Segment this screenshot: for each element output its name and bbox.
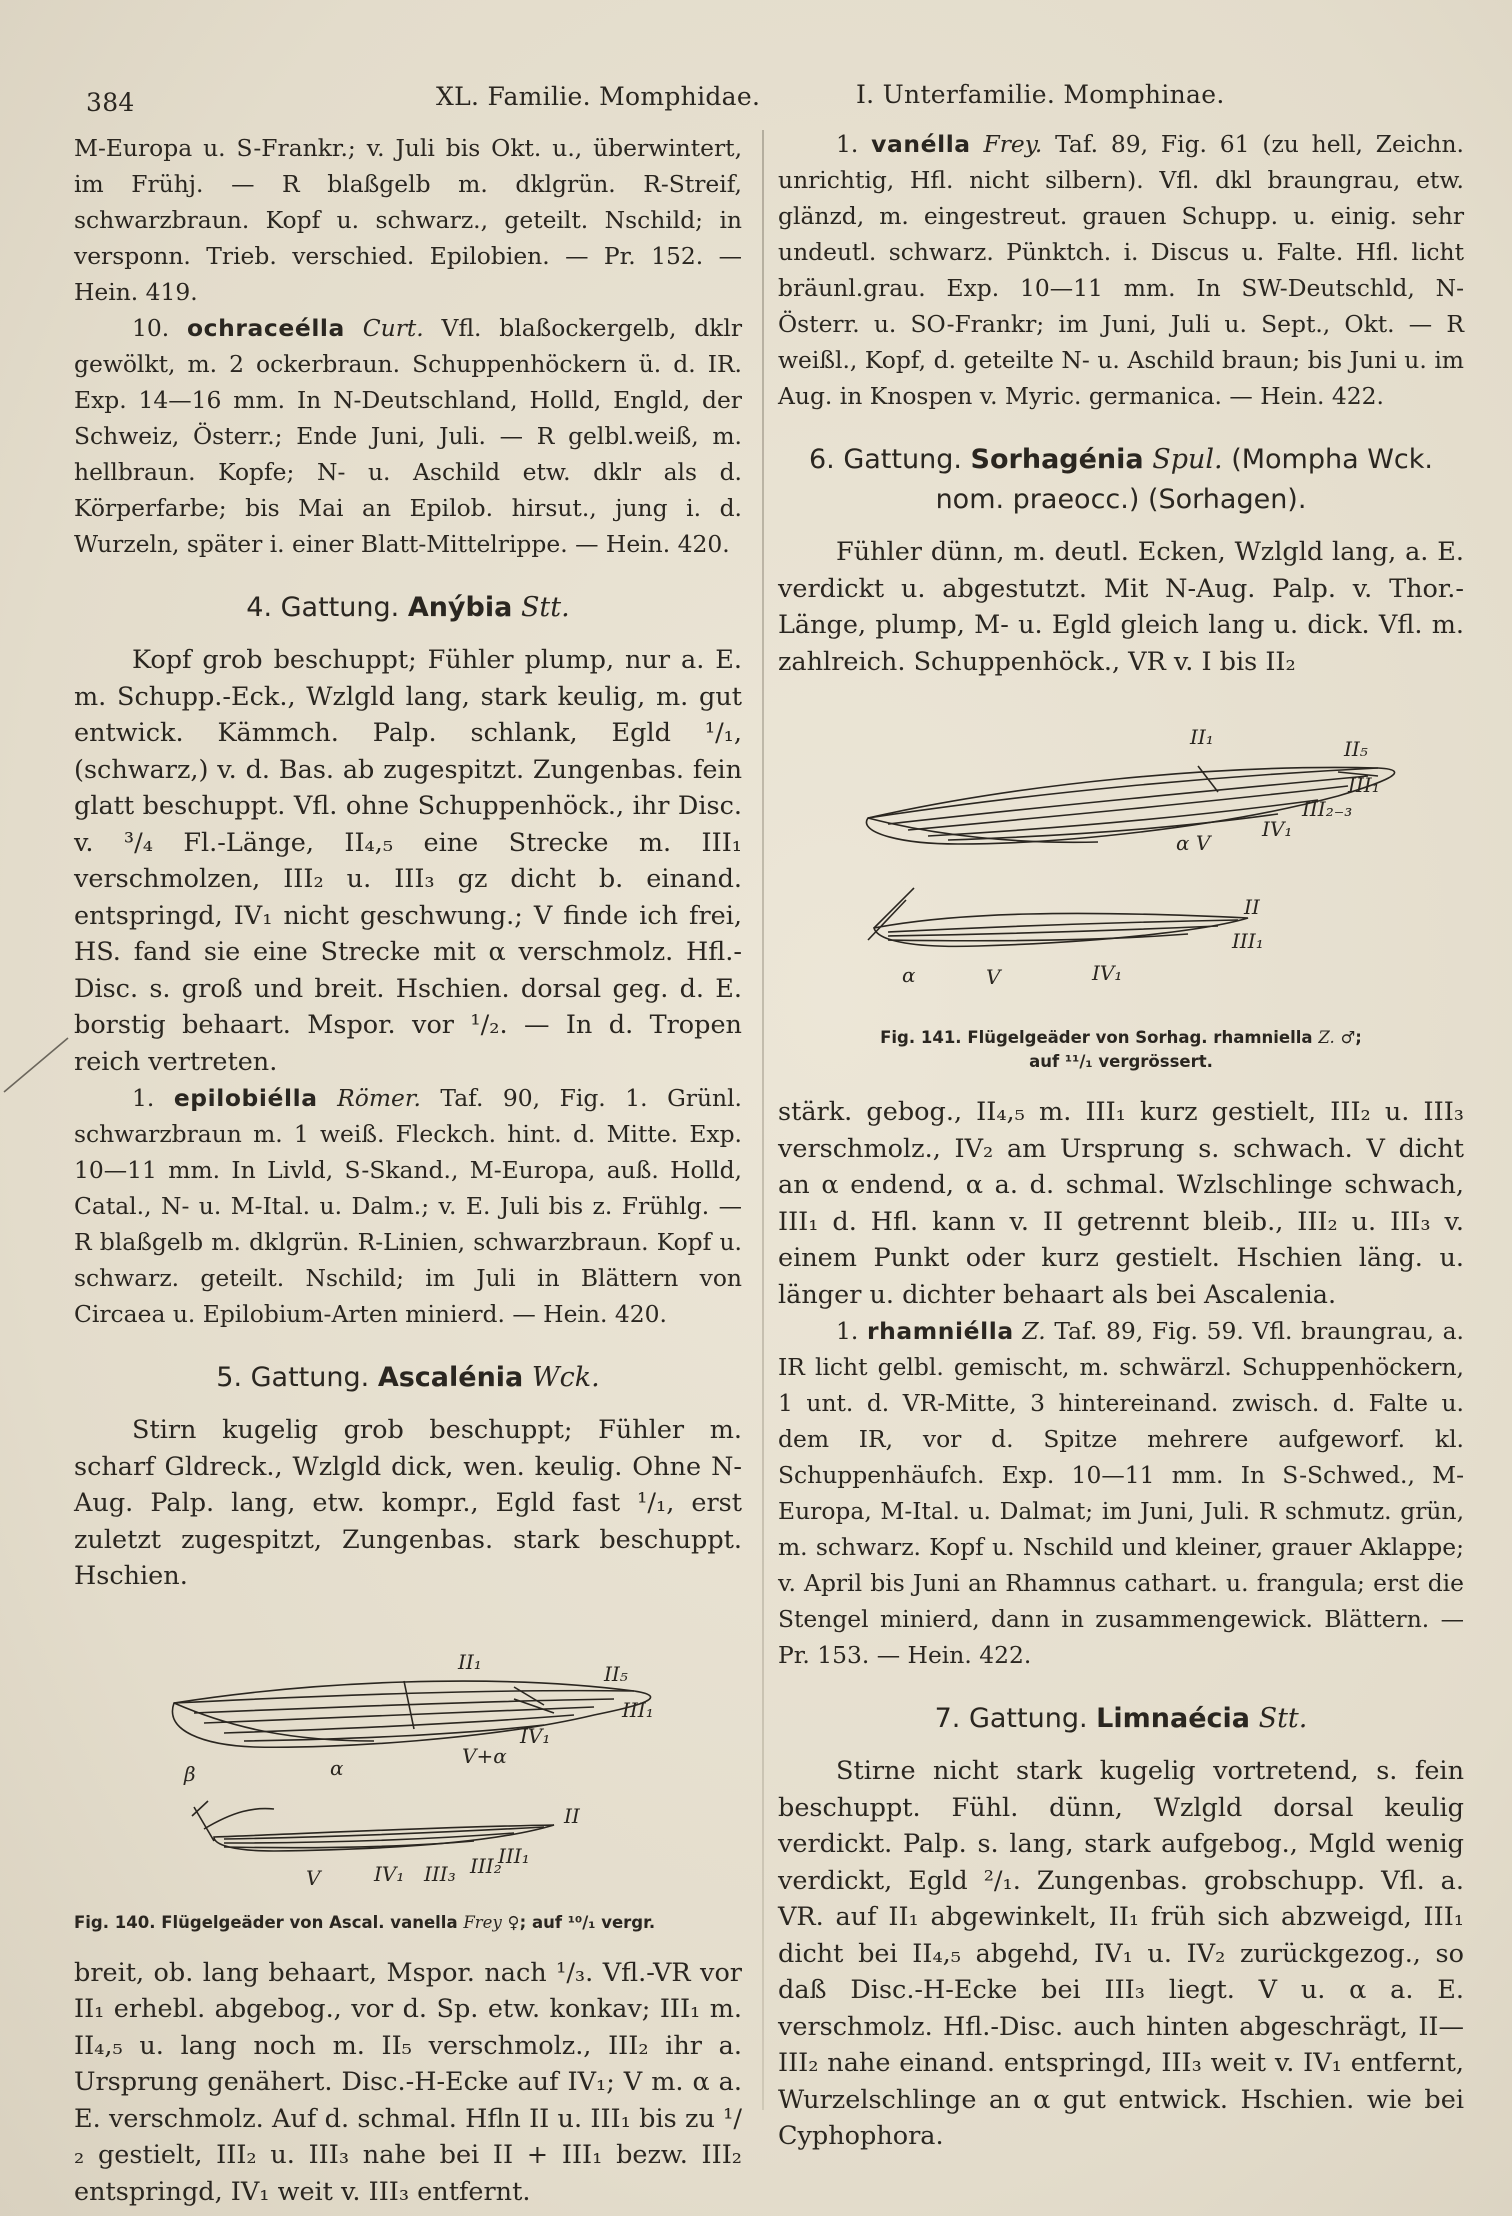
caption-sex: ♂; [1340,1028,1362,1047]
species-number: 1. [836,130,859,158]
label-IV1: IV₁ [520,1723,551,1748]
species-entry-epilobiella [74,1080,742,1332]
right-column [778,126,1464,2155]
species-author: Z. [1022,1317,1046,1345]
column-divider [762,130,764,2110]
genus-description-anybia: Kopf grob beschuppt; Fühler plump, nur a. E. m. Schupp.-Eck., Wzlgld lang, stark keulig, m. gut entwick. Kämmch. Palp. schlank, Egld ¹/₁, (schwarz,) v. d. Bas. ab zugespitzt. Zungenbas. fein glatt beschuppt. Vfl. ohne Schuppenhöck., ihr Disc. v. ³/₄ Fl.-Länge, II₄,₅ eine Strecke m. III₁ verschmolzen, III₂ u. III₃ gz dicht b. einand. entspringd, IV₁ nicht geschwung.; V finde ich frei, HS. fand sie eine Strecke mit α verschmolz. Hfl.-Disc. s. groß und breit. Hschien. dorsal geg. d. E. borstig behaart. Mspor. vor ¹/₂. — In d. Tropen reich vertreten. [74,645,742,1077]
genus-number: 5. Gattung. [216,1362,370,1393]
genus-synonym: (Mompha Wck. [1231,444,1433,475]
species-entry-vanella [778,126,1464,414]
paragraph-after-fig-140: breit, ob. lang behaart, Mspor. nach ¹/₃. Vfl.-VR vor II₁ erhebl. abgebog., vor d. Sp. etw. konkav; III₁ m. II₄,₅ u. lang noch m. II₅ verschmolz., III₂ ihr a. Ursprung genähert. Disc.-H-Ecke auf IV₁; V m. α a. E. verschmolz. Auf d. schmal. Hfln II u. III₁ bis zu ¹/₂ gestielt, III₂ u. III₃ nahe bei II + III₁ bezw. III₂ entspringd, IV₁ weit v. III₃ entfernt. [74,1957,742,2207]
pencil-margin-mark [2,1030,72,1100]
genus-heading-sorhagenia [778,440,1464,520]
species-author: Frey. [983,130,1043,158]
figure-140-caption [74,1911,742,1935]
page-number: 384 [86,88,135,117]
wing-venation-diagram-140 [74,1611,742,1911]
label-III1-hind: III₁ [1232,929,1264,953]
species-entry-ochracella [74,310,742,562]
label-V-alpha: V+α [462,1743,507,1768]
figure-141-caption [778,1026,1464,1074]
label-III2-3: III₂₋₃ [1302,797,1353,821]
label-II5: II₅ [604,1661,628,1686]
genus-author: Stt. [520,592,570,623]
label-III3: III₃ [424,1861,456,1886]
label-III1: III₁ [622,1697,654,1722]
genus-name: Sorhagénia [970,444,1144,475]
figure-141 [778,696,1464,1074]
genus-name: Ascalénia [377,1362,524,1393]
caption-text: Fig. 141. Flügelgeäder von Sorhag. rhamniella [880,1028,1313,1047]
label-III1: III₁ [1348,773,1380,797]
species-text: Vfl. blaßockergelb, dklr gewölkt, m. 2 ockerbraun. Schuppenhöckern ü. d. IR. Exp. 14—16 mm. In N-Deutschland, Holld, Engld, der Schweiz, Österr.; Ende Juni, Juli. — R gelbl.weiß, m. hellbraun. Kopfe; N- u. Aschild etw. dklr als d. Körperfarbe; bis Mai an Epilob. hirsut., jung i. d. Wurzeln, später i. einer Blatt-Mittelrippe. — Hein. 420. [74,314,743,558]
species-name: epilobiélla [173,1084,318,1112]
label-II1: II₁ [458,1649,482,1674]
species-number: 1. [836,1317,859,1345]
species-number: 10. [132,314,170,342]
caption-author: Z. [1318,1028,1335,1047]
genus-number: 7. Gattung. [934,1703,1088,1734]
caption-scale: ♀; auf ¹⁰/₁ vergr. [507,1912,656,1932]
species-text: Taf. 89, Fig. 61 (zu hell, Zeichn. unrichtig, Hfl. nicht silbern). Vfl. dkl braungrau, etw. glänzd, m. eingestreut. grauen Schupp. u. einig. sehr undeutl. schwarz. Pünktch. i. Discus u. Falte. Hfl. licht bräunl.grau. Exp. 10—11 mm. In SW-Deutschld, N-Österr. u. SO-Frankr; im Juni, Juli u. Sept., Okt. — R weißl., Kopf, d. geteilte N- u. Aschild braun; bis Juni u. im Aug. in Knospen v. Myric. germanica. — Hein. 422. [778,130,1464,410]
genus-name: Limnaécia [1096,1703,1250,1734]
label-beta: β [184,1761,196,1786]
species-name: ochraceélla [187,314,345,342]
label-III2: III₂ [470,1853,502,1878]
figure-140 [74,1611,742,1935]
label-II: II [1244,895,1260,919]
label-II: II [564,1803,580,1828]
genus-description-ascalenia: Stirn kugelig grob beschuppt; Fühler m. scharf Gldreck., Wzlgld dick, wen. keulig. Ohne N-Aug. Palp. lang, etw. kompr., Egld fast ¹/₁, erst zuletzt zugespitzt, Zungenbas. stark beschuppt. Hschien. [74,1415,742,1591]
paragraph-after-fig-141: stärk. gebog., II₄,₅ m. III₁ kurz gestielt, III₂ u. III₃ verschmolz., IV₂ am Ursprung s. schwach. V dicht an α endend, α a. d. schmal. Wzlschlinge schwach, III₁ d. Hfl. kann v. II getrennt bleib., III₂ u. III₃ v. einem Punkt oder kurz gestielt. Hschien läng. u. länger u. dichter behaart als bei Ascalenia. [778,1097,1464,1310]
label-III1-hind: III₁ [498,1843,530,1868]
genus-author: Stt. [1258,1703,1308,1734]
genus-description-sorhagenia: Fühler dünn, m. deutl. Ecken, Wzlgld lang, a. E. verdickt u. abgestutzt. Mit N-Aug. Palp. v. Thor.-Länge, plump, M- u. Egld gleich lang u. dick. Vfl. m. zahlreich. Schuppenhöck., VR v. I bis II₂ [778,537,1464,677]
species-text: Taf. 90, Fig. 1. Grünl. schwarzbraun m. 1 weiß. Fleckch. hint. d. Mitte. Exp. 10—11 mm. In Livld, S-Skand., M-Europa, auß. Holld, Catal., N- u. M-Ital. u. Dalm.; v. E. Juli bis z. Frühlg. — R blaßgelb m. dklgrün. R-Linien, schwarzbraun. Kopf u. schwarz. geteilt. Nschild; im Juli in Blättern von Circaea u. Epilobium-Arten minierd. — Hein. 420. [74,1084,742,1328]
label-alpha-V: α V [1176,831,1211,855]
label-alpha: α [330,1755,344,1780]
label-II1: II₁ [1190,725,1214,749]
label-II5: II₅ [1344,737,1368,761]
genus-heading-limnaecia [778,1699,1464,1739]
label-IV1-hind: IV₁ [1092,961,1123,985]
wing-venation-diagram-141 [778,696,1464,1026]
label-IV1: IV₁ [1262,817,1293,841]
species-name: vanélla [871,130,971,158]
genus-author: Wck. [531,1362,600,1393]
genus-number: 4. Gattung. [246,592,400,623]
caption-scale: auf ¹¹/₁ vergrössert. [1029,1052,1213,1071]
species-text: Taf. 89, Fig. 59. Vfl. braungrau, a. IR licht gelbl. gemischt, m. schwärzl. Schuppenhöckern, 1 unt. d. VR-Mitte, 3 hintereinand. zwisch. d. Falte u. dem IR, vor d. Spitze mehrere aufgeworf. kl. Schuppenhäufch. Exp. 10—11 mm. In S-Schwed., M-Europa, M-Ital. u. Dalmat; im Juni, Juli. R schmutz. grün, m. schwarz. Kopf u. Nschild und kleiner, grauer Aklappe; v. April bis Juni an Rhamnus cathart. u. frangula; erst die Stengel minierd, dann in zusammengewick. Blättern. — Pr. 153. — Hein. 422. [778,1317,1464,1669]
header-subfamily: I. Unterfamilie. Momphinae. [856,80,1225,109]
caption-author: Frey [463,1912,502,1932]
genus-author: Spul. [1152,444,1223,475]
genus-heading-ascalenia [74,1358,742,1398]
species-entry-rhamniella [778,1313,1464,1673]
genus-number: 6. Gattung. [809,444,962,475]
label-alpha: α [902,963,916,987]
running-header [86,78,1476,118]
genus-heading-anybia [74,588,742,628]
genus-synonym-note: nom. praeocc.) (Sorhagen). [935,484,1307,515]
genus-description-limnaecia: Stirne nicht stark kugelig vortretend, s. fein beschuppt. Fühl. dünn, Wzlgld dorsal keulig verdickt. Palp. s. lang, stark aufgebog., Mgld wenig verdickt, Egld ²/₁. Zungenbas. grobschupp. Vfl. a. VR. auf II₁ abgewinkelt, II₁ früh sich abzweigd, III₁ dicht bei II₄,₅ abgehd, IV₁ u. IV₂ zurückgezog., so daß Disc.-H-Ecke bei III₃ liegt. V u. α a. E. verschmolz. Hfl.-Disc. auch hinten abgeschrägt, II—III₂ nahe einand. entspringd, III₃ weit v. IV₁ entfernt, Wurzelschlinge an α gut entwick. Hschien. wie bei Cyphophora. [778,1756,1464,2151]
label-V: V [986,965,1001,989]
species-author: Römer. [337,1084,421,1112]
caption-text: Fig. 140. Flügelgeäder von Ascal. vanella [74,1912,458,1932]
intro-paragraph: M-Europa u. S-Frankr.; v. Juli bis Okt. u., überwintert, im Frühj. — R blaßgelb m. dklgrün. R-Streif, schwarzbraun. Kopf u. schwarz., geteilt. Nschild; in versponn. Trieb. verschied. Epilobien. — Pr. 152. — Hein. 419. [74,134,742,306]
left-column [74,130,742,2210]
label-V: V [306,1865,321,1890]
header-family: XL. Familie. Momphidae. [436,82,761,111]
species-number: 1. [132,1084,155,1112]
species-name: rhamniélla [867,1317,1014,1345]
species-author: Curt. [362,314,424,342]
label-IV1-hind: IV₁ [374,1861,405,1886]
genus-name: Anýbia [407,592,513,623]
